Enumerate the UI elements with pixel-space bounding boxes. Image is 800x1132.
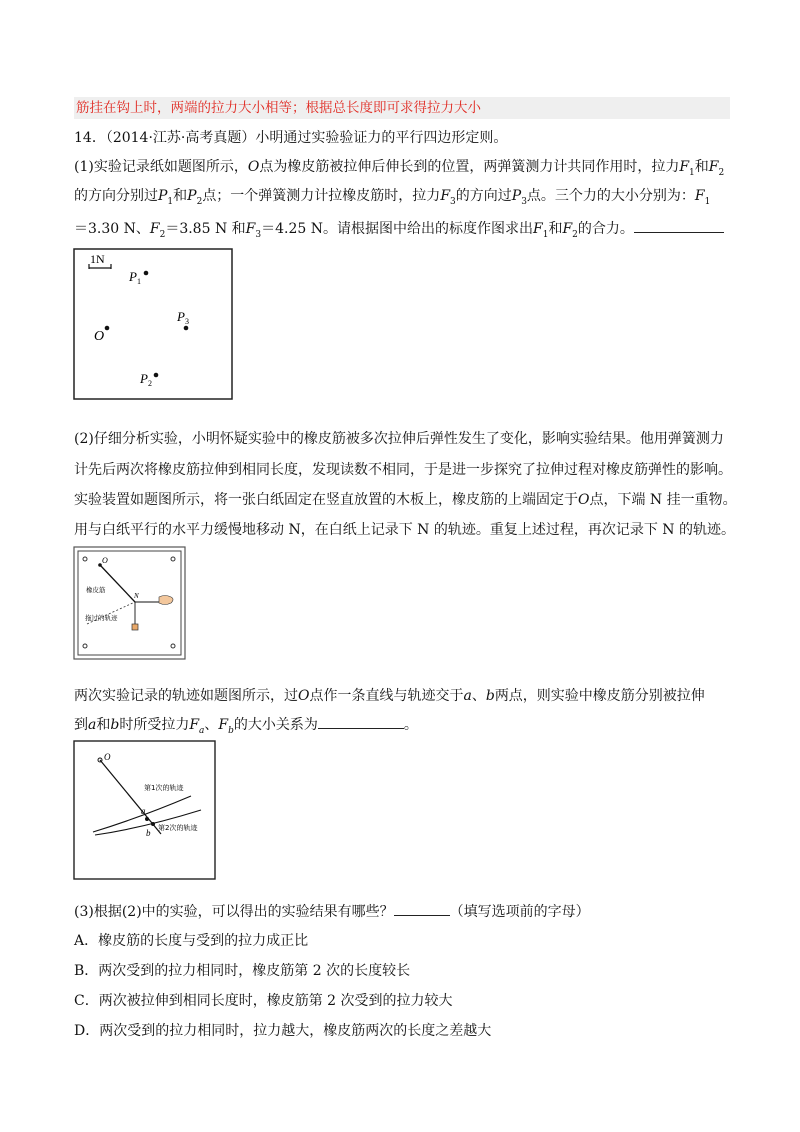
answer-note-banner: 筋挂在钩上时，两端的拉力大小相等；根据总长度即可求得拉力大小 xyxy=(74,97,730,119)
svg-text:P: P xyxy=(177,309,185,324)
figure-apparatus xyxy=(73,546,186,660)
question-14-header: 14．（2014·江苏·高考真题）小明通过实验验证力的平行四边形定则。 xyxy=(74,130,508,146)
option-a[interactable]: A．橡皮筋的长度与受到的拉力成正比 xyxy=(74,933,309,949)
svg-text:第2次的轨迹: 第2次的轨迹 xyxy=(158,824,198,832)
svg-text:O: O xyxy=(104,752,111,762)
part2b-line1: 两次实验记录的轨迹如题图所示，过O点作一条直线与轨迹交于a、b两点，则实验中橡皮筋分别被拉伸 xyxy=(74,688,705,704)
hand xyxy=(159,596,173,605)
answer-blank-3[interactable] xyxy=(394,901,450,916)
svg-text:a: a xyxy=(141,806,146,816)
svg-text:3: 3 xyxy=(185,317,189,326)
svg-text:橡皮筋: 橡皮筋 xyxy=(86,586,106,594)
part1-line3: ＝3.30 N、$F_2=3.85$ N 和$F_3=4.25$ N。请根据图中给出的标度作图求出$F_1$和$F_2$的合力。 xyxy=(74,218,724,245)
part1-line2: 的方向分别过$P_1$和$P_2$点；一个弹簧测力计拉橡皮筋时，拉力$F_3$的方向过$P_3$点。三个力的大小分别为：$F_1$ xyxy=(74,188,711,207)
svg-text:N: N xyxy=(134,592,139,600)
point-o xyxy=(105,326,110,331)
part3-line1: (3)根据(2)中的实验，可以得出的实验结果有哪些？ （填写选项前的字母） xyxy=(74,901,590,922)
point-p1 xyxy=(144,271,149,276)
svg-text:O: O xyxy=(102,556,108,565)
point-p2 xyxy=(154,373,159,378)
svg-text:1: 1 xyxy=(137,277,141,286)
part2b-line2: 到a和b时所受拉力$F_a$、$F_b$的大小关系为 。 xyxy=(74,714,418,741)
svg-text:2: 2 xyxy=(148,379,152,388)
part2-line1: (2)仔细分析实验，小明怀疑实验中的橡皮筋被多次拉伸后弹性发生了变化，影响实验结果。他用弹簧测力 xyxy=(74,431,724,447)
option-d[interactable]: D．两次受到的拉力相同时，拉力越大，橡皮筋两次的长度之差越大 xyxy=(74,1023,492,1039)
part2-line3: 实验装置如题图所示，将一张白纸固定在竖直放置的木板上，橡皮筋的上端固定于O点，下端 N 挂一重物。 xyxy=(74,492,737,508)
part2-line4: 用与白纸平行的水平力缓慢地移动 N，在白纸上记录下 N 的轨迹。重复上述过程，再次记录下 N 的轨迹。 xyxy=(74,522,735,538)
option-c[interactable]: C．两次被拉伸到相同长度时，橡皮筋第 2 次受到的拉力较大 xyxy=(74,993,453,1009)
figure-trajectories xyxy=(73,740,216,880)
figure-record-paper xyxy=(73,248,233,400)
weight xyxy=(132,624,138,630)
part2-line2: 计先后两次将橡皮筋拉伸到相同长度，发现读数不相同，于是进一步探究了拉伸过程对橡皮筋弹性的影响。 xyxy=(74,462,732,478)
svg-text:P: P xyxy=(129,269,137,284)
part1-line1: (1)实验记录纸如题图所示，O点为橡皮筋被拉伸后伸长到的位置，两弹簧测力计共同作用时，拉力$F_1$和$F_2$ xyxy=(74,159,725,178)
option-b[interactable]: B．两次受到的拉力相同时，橡皮筋第 2 次的长度较长 xyxy=(74,963,411,979)
svg-text:P: P xyxy=(140,371,148,386)
point-p3 xyxy=(184,326,189,331)
svg-text:b: b xyxy=(146,828,151,838)
scale-label: 1N xyxy=(90,252,105,266)
answer-blank-2[interactable] xyxy=(318,714,404,729)
svg-text:第1次的轨迹: 第1次的轨迹 xyxy=(144,784,184,792)
answer-blank-1[interactable] xyxy=(634,218,724,233)
svg-text:O: O xyxy=(94,329,105,344)
svg-text:拖过的轨迹: 拖过的轨迹 xyxy=(85,614,118,622)
